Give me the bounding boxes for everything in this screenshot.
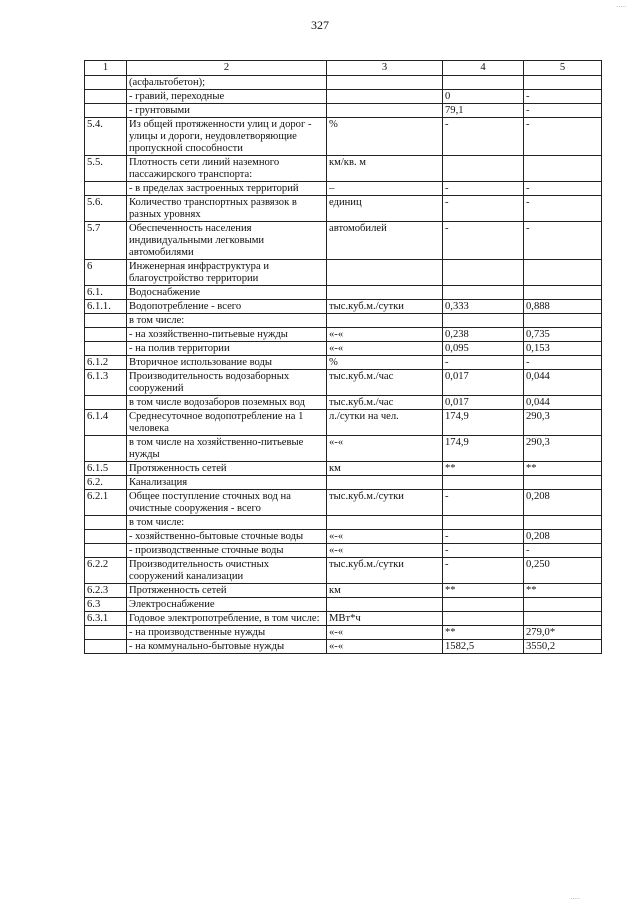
- value-col4-cell: 174,9: [443, 410, 524, 436]
- unit-cell: автомобилей: [327, 222, 443, 260]
- value-col4-cell: -: [443, 182, 524, 196]
- row-number-cell: [85, 544, 127, 558]
- indicator-name-cell: Протяженность сетей: [127, 584, 327, 598]
- row-number-cell: 5.4.: [85, 118, 127, 156]
- value-col4-cell: 0,095: [443, 342, 524, 356]
- value-col4-cell: -: [443, 118, 524, 156]
- value-col5-cell: -: [524, 356, 602, 370]
- row-number-cell: [85, 328, 127, 342]
- table-row: [85, 410, 602, 436]
- value-col5-cell: [524, 476, 602, 490]
- table-body: [85, 76, 602, 654]
- unit-cell: [327, 76, 443, 90]
- table-row: [85, 356, 602, 370]
- row-number-cell: [85, 76, 127, 90]
- unit-cell: [327, 476, 443, 490]
- unit-cell: МВт*ч: [327, 612, 443, 626]
- unit-cell: «-«: [327, 640, 443, 654]
- table-row: [85, 314, 602, 328]
- indicator-name-cell: - грунтовыми: [127, 104, 327, 118]
- indicator-name-cell: - в пределах застроенных территорий: [127, 182, 327, 196]
- value-col5-cell: [524, 76, 602, 90]
- value-col5-cell: [524, 286, 602, 300]
- indicator-name-cell: Производительность водозаборных сооружений: [127, 370, 327, 396]
- value-col5-cell: [524, 156, 602, 182]
- table-row: [85, 104, 602, 118]
- row-number-cell: 5.7: [85, 222, 127, 260]
- corner-mark-bottom: .....: [570, 894, 580, 901]
- value-col4-cell: [443, 76, 524, 90]
- value-col4-cell: -: [443, 490, 524, 516]
- indicator-name-cell: Производительность очистных сооружений канализации: [127, 558, 327, 584]
- value-col4-cell: -: [443, 222, 524, 260]
- value-col4-cell: 174,9: [443, 436, 524, 462]
- corner-mark-top: .....: [616, 2, 626, 9]
- table-row: [85, 544, 602, 558]
- unit-cell: «-«: [327, 342, 443, 356]
- unit-cell: [327, 104, 443, 118]
- unit-cell: «-«: [327, 626, 443, 640]
- unit-cell: %: [327, 356, 443, 370]
- row-number-cell: 6.1.1.: [85, 300, 127, 314]
- value-col5-cell: 290,3: [524, 410, 602, 436]
- value-col4-cell: [443, 260, 524, 286]
- value-col5-cell: 0,208: [524, 530, 602, 544]
- row-number-cell: 5.5.: [85, 156, 127, 182]
- indicator-name-cell: Водопотребление - всего: [127, 300, 327, 314]
- table-row: [85, 462, 602, 476]
- table-row: [85, 490, 602, 516]
- table-row: [85, 156, 602, 182]
- indicator-name-cell: - на полив территории: [127, 342, 327, 356]
- table-row: [85, 612, 602, 626]
- table-row: [85, 90, 602, 104]
- value-col4-cell: 1582,5: [443, 640, 524, 654]
- table-row: [85, 342, 602, 356]
- indicator-name-cell: Годовое электропотребление, в том числе:: [127, 612, 327, 626]
- indicator-name-cell: - хозяйственно-бытовые сточные воды: [127, 530, 327, 544]
- indicator-name-cell: Обеспеченность населения индивидуальными легковыми автомобилями: [127, 222, 327, 260]
- table-row: [85, 328, 602, 342]
- row-number-cell: 6.2.1: [85, 490, 127, 516]
- row-number-cell: [85, 626, 127, 640]
- row-number-cell: 6.1.4: [85, 410, 127, 436]
- unit-cell: –: [327, 182, 443, 196]
- value-col4-cell: -: [443, 196, 524, 222]
- row-number-cell: 6.1.2: [85, 356, 127, 370]
- indicator-name-cell: Водоснабжение: [127, 286, 327, 300]
- unit-cell: тыс.куб.м./сутки: [327, 300, 443, 314]
- table-row: [85, 286, 602, 300]
- unit-cell: [327, 260, 443, 286]
- header-cell: 1: [85, 61, 127, 76]
- row-number-cell: [85, 640, 127, 654]
- unit-cell: «-«: [327, 328, 443, 342]
- indicator-name-cell: в том числе на хозяйственно-питьевые нужды: [127, 436, 327, 462]
- unit-cell: [327, 286, 443, 300]
- header-cell: 3: [327, 61, 443, 76]
- value-col5-cell: 3550,2: [524, 640, 602, 654]
- unit-cell: [327, 598, 443, 612]
- row-number-cell: 6.2.3: [85, 584, 127, 598]
- value-col4-cell: 0,238: [443, 328, 524, 342]
- row-number-cell: 6.2.: [85, 476, 127, 490]
- value-col4-cell: [443, 156, 524, 182]
- value-col4-cell: [443, 286, 524, 300]
- row-number-cell: [85, 436, 127, 462]
- row-number-cell: [85, 530, 127, 544]
- value-col4-cell: **: [443, 462, 524, 476]
- value-col4-cell: [443, 598, 524, 612]
- table-header-row: [85, 61, 602, 76]
- table-row: [85, 640, 602, 654]
- value-col5-cell: 0,153: [524, 342, 602, 356]
- header-cell: 2: [127, 61, 327, 76]
- value-col5-cell: [524, 260, 602, 286]
- value-col4-cell: 0,333: [443, 300, 524, 314]
- unit-cell: л./сутки на чел.: [327, 410, 443, 436]
- unit-cell: [327, 516, 443, 530]
- value-col5-cell: -: [524, 222, 602, 260]
- unit-cell: км: [327, 584, 443, 598]
- indicator-name-cell: Среднесуточное водопотребление на 1 человека: [127, 410, 327, 436]
- value-col5-cell: [524, 516, 602, 530]
- value-col4-cell: 0,017: [443, 396, 524, 410]
- table-row: [85, 222, 602, 260]
- indicator-name-cell: Протяженность сетей: [127, 462, 327, 476]
- indicator-name-cell: - производственные сточные воды: [127, 544, 327, 558]
- indicator-name-cell: в том числе:: [127, 516, 327, 530]
- unit-cell: тыс.куб.м./час: [327, 396, 443, 410]
- value-col5-cell: 0,208: [524, 490, 602, 516]
- value-col4-cell: [443, 516, 524, 530]
- value-col4-cell: [443, 612, 524, 626]
- value-col4-cell: 0,017: [443, 370, 524, 396]
- table-row: [85, 370, 602, 396]
- table-row: [85, 260, 602, 286]
- row-number-cell: [85, 90, 127, 104]
- value-col5-cell: 290,3: [524, 436, 602, 462]
- header-cell: 4: [443, 61, 524, 76]
- indicator-name-cell: Общее поступление сточных вод на очистные сооружения - всего: [127, 490, 327, 516]
- value-col5-cell: **: [524, 462, 602, 476]
- row-number-cell: [85, 182, 127, 196]
- unit-cell: «-«: [327, 530, 443, 544]
- value-col5-cell: -: [524, 90, 602, 104]
- table-row: [85, 196, 602, 222]
- value-col5-cell: 279,0*: [524, 626, 602, 640]
- value-col4-cell: [443, 314, 524, 328]
- value-col5-cell: -: [524, 104, 602, 118]
- indicator-name-cell: - на производственные нужды: [127, 626, 327, 640]
- indicators-table: [84, 60, 602, 654]
- value-col5-cell: 0,250: [524, 558, 602, 584]
- indicator-name-cell: - на хозяйственно-питьевые нужды: [127, 328, 327, 342]
- value-col5-cell: -: [524, 182, 602, 196]
- table-row: [85, 476, 602, 490]
- indicator-name-cell: Из общей протяженности улиц и дорог - улицы и дороги, неудовлетворяющие пропускной способности: [127, 118, 327, 156]
- value-col5-cell: 0,888: [524, 300, 602, 314]
- table-row: [85, 182, 602, 196]
- indicator-name-cell: Электроснабжение: [127, 598, 327, 612]
- table-row: [85, 76, 602, 90]
- page-number: 327: [311, 18, 329, 32]
- unit-cell: км: [327, 462, 443, 476]
- value-col4-cell: **: [443, 626, 524, 640]
- value-col5-cell: **: [524, 584, 602, 598]
- row-number-cell: [85, 516, 127, 530]
- value-col5-cell: 0,044: [524, 370, 602, 396]
- table-row: [85, 516, 602, 530]
- table-row: [85, 436, 602, 462]
- row-number-cell: 6.2.2: [85, 558, 127, 584]
- unit-cell: тыс.куб.м./час: [327, 370, 443, 396]
- row-number-cell: [85, 314, 127, 328]
- indicator-name-cell: Количество транспортных развязок в разных уровнях: [127, 196, 327, 222]
- value-col5-cell: -: [524, 118, 602, 156]
- unit-cell: тыс.куб.м./сутки: [327, 490, 443, 516]
- unit-cell: единиц: [327, 196, 443, 222]
- table-row: [85, 558, 602, 584]
- table-row: [85, 396, 602, 410]
- value-col5-cell: -: [524, 544, 602, 558]
- unit-cell: %: [327, 118, 443, 156]
- value-col4-cell: -: [443, 544, 524, 558]
- table-row: [85, 584, 602, 598]
- value-col5-cell: [524, 612, 602, 626]
- row-number-cell: 6.3.1: [85, 612, 127, 626]
- value-col4-cell: -: [443, 530, 524, 544]
- value-col4-cell: [443, 476, 524, 490]
- indicator-name-cell: - гравий, переходные: [127, 90, 327, 104]
- indicator-name-cell: в том числе:: [127, 314, 327, 328]
- unit-cell: «-«: [327, 544, 443, 558]
- value-col5-cell: 0,044: [524, 396, 602, 410]
- value-col5-cell: -: [524, 196, 602, 222]
- row-number-cell: 5.6.: [85, 196, 127, 222]
- row-number-cell: 6.1.3: [85, 370, 127, 396]
- table-row: [85, 530, 602, 544]
- header-cell: 5: [524, 61, 602, 76]
- unit-cell: тыс.куб.м./сутки: [327, 558, 443, 584]
- value-col5-cell: [524, 598, 602, 612]
- table-row: [85, 598, 602, 612]
- indicator-name-cell: Вторичное использование воды: [127, 356, 327, 370]
- indicators-table-wrap: [84, 60, 602, 654]
- row-number-cell: [85, 342, 127, 356]
- indicator-name-cell: Плотность сети линий наземного пассажирского транспорта:: [127, 156, 327, 182]
- indicator-name-cell: (асфальтобетон);: [127, 76, 327, 90]
- table-row: [85, 300, 602, 314]
- row-number-cell: 6.1.: [85, 286, 127, 300]
- unit-cell: «-«: [327, 436, 443, 462]
- row-number-cell: [85, 396, 127, 410]
- row-number-cell: 6.1.5: [85, 462, 127, 476]
- value-col4-cell: -: [443, 558, 524, 584]
- unit-cell: [327, 90, 443, 104]
- indicator-name-cell: - на коммунально-бытовые нужды: [127, 640, 327, 654]
- unit-cell: [327, 314, 443, 328]
- row-number-cell: [85, 104, 127, 118]
- value-col4-cell: -: [443, 356, 524, 370]
- value-col5-cell: 0,735: [524, 328, 602, 342]
- value-col5-cell: [524, 314, 602, 328]
- indicator-name-cell: Инженерная инфраструктура и благоустройство территории: [127, 260, 327, 286]
- indicator-name-cell: в том числе водозаборов поземных вод: [127, 396, 327, 410]
- unit-cell: км/кв. м: [327, 156, 443, 182]
- indicator-name-cell: Канализация: [127, 476, 327, 490]
- table-row: [85, 118, 602, 156]
- value-col4-cell: 0: [443, 90, 524, 104]
- value-col4-cell: **: [443, 584, 524, 598]
- row-number-cell: 6.3: [85, 598, 127, 612]
- value-col4-cell: 79,1: [443, 104, 524, 118]
- row-number-cell: 6: [85, 260, 127, 286]
- table-row: [85, 626, 602, 640]
